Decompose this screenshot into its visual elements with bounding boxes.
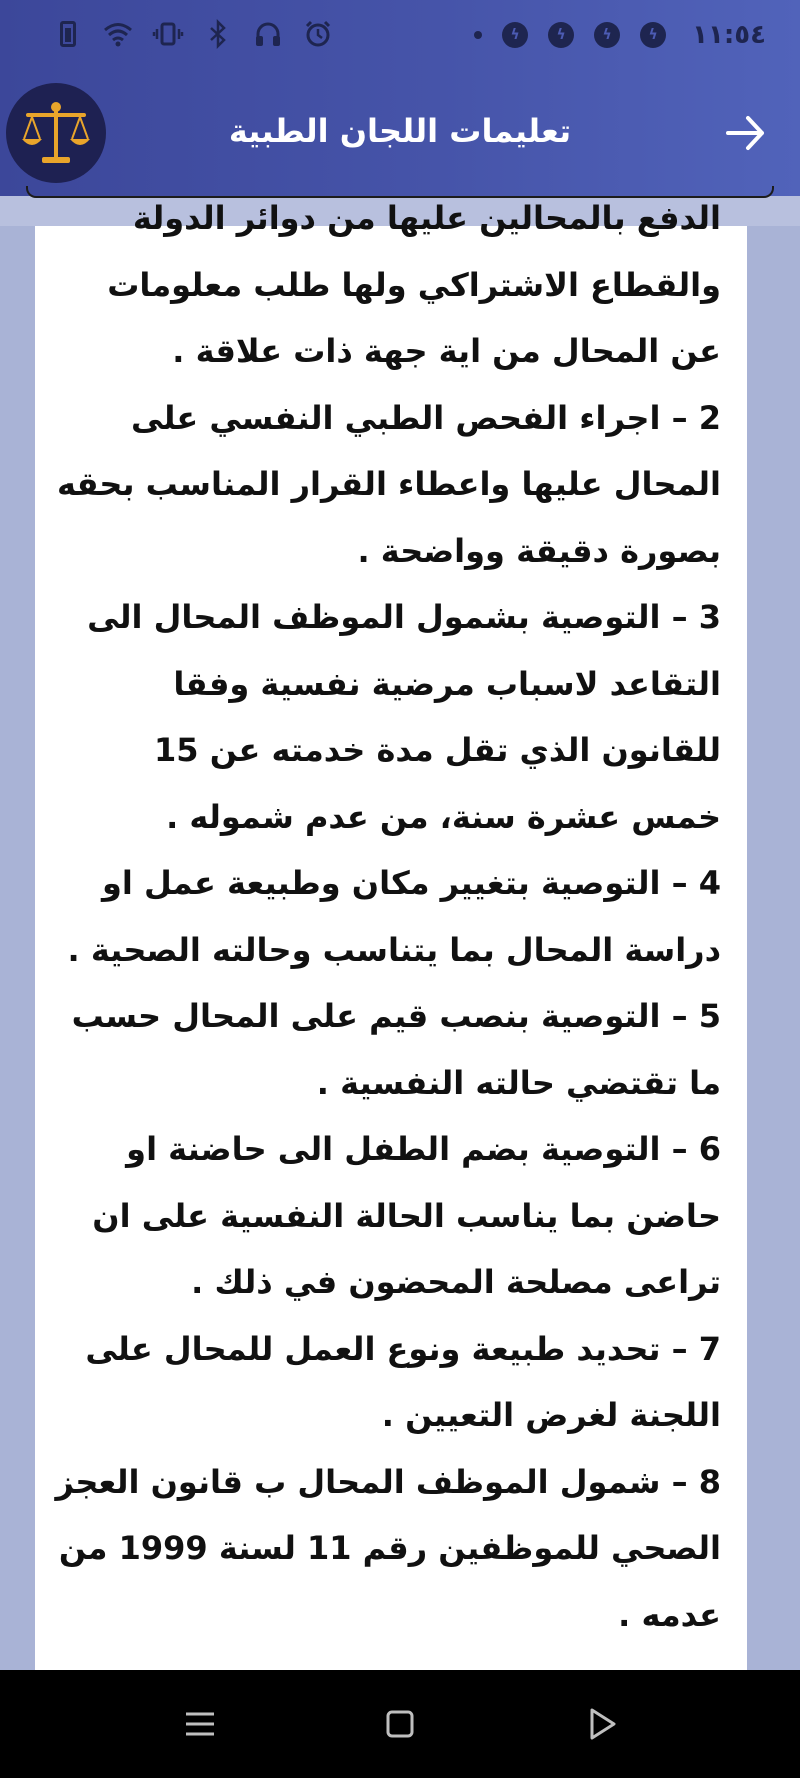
instructions-content	[35, 199, 747, 1670]
headphones-icon	[254, 20, 282, 48]
paragraph: 2 – اجراء الفحص الطبي النفسي على المحال عليها واعطاء القرار المناسب بحقه بصورة دقيقة وواضحة .	[56, 398, 721, 570]
arrow-right-icon[interactable]	[720, 108, 770, 158]
menu-icon[interactable]	[180, 1704, 220, 1744]
paragraph: 3 – التوصية بشمول الموظف المحال الى التقاعد لاسباب مرضية نفسية وفقا للقانون الذي تقل مدة خدمته عن 15 خمس عشرة سنة، من عدم شموله .	[87, 598, 721, 836]
paragraph: 5 – التوصية بنصب قيم على المحال حسب ما تقتضي حالته النفسية .	[71, 997, 721, 1102]
paragraph: 8 – شمول الموظف المحال ب قانون العجز الصحي للموظفين رقم 11 لسنة 1999 من عدمه .	[55, 1462, 721, 1634]
status-time: ١١:٥٤	[692, 20, 766, 50]
paragraph: 7 – تحديد طبيعة ونوع العمل للمحال على اللجنة لغرض التعيين .	[85, 1329, 721, 1434]
messenger-icon: ϟ	[502, 22, 528, 48]
app-bar	[0, 0, 800, 196]
alarm-icon	[304, 20, 332, 48]
page-title: تعليمات اللجان الطبية	[228, 112, 572, 150]
paragraph: 6 – التوصية بضم الطفل الى حاضنة او حاضن بما يناسب الحالة النفسية على ان تراعى مصلحة المحضون في ذلك .	[92, 1130, 721, 1301]
wifi-icon	[104, 20, 132, 48]
home-icon[interactable]	[380, 1704, 420, 1744]
instructions-text	[35, 185, 747, 1648]
vibrate-icon	[154, 20, 182, 48]
back-triangle-icon[interactable]	[582, 1704, 622, 1744]
scales-of-justice-icon	[6, 83, 106, 183]
paragraph: 4 – التوصية بتغيير مكان وطبيعة عمل او دراسة المحال بما يتناسب وحالته الصحية .	[67, 864, 721, 969]
paragraph: الدفع بالمحالين عليها من دوائر الدولة والقطاع الاشتراكي ولها طلب معلومات عن المحال من اية جهة ذات علاقة .	[107, 199, 721, 370]
battery-icon	[54, 20, 82, 48]
notification-dot	[474, 31, 482, 39]
bluetooth-icon	[204, 20, 232, 48]
nav-bar	[0, 1670, 800, 1778]
messenger-icon: ϟ	[594, 22, 620, 48]
messenger-icon: ϟ	[548, 22, 574, 48]
status-bar	[0, 12, 800, 62]
messenger-icon: ϟ	[640, 22, 666, 48]
